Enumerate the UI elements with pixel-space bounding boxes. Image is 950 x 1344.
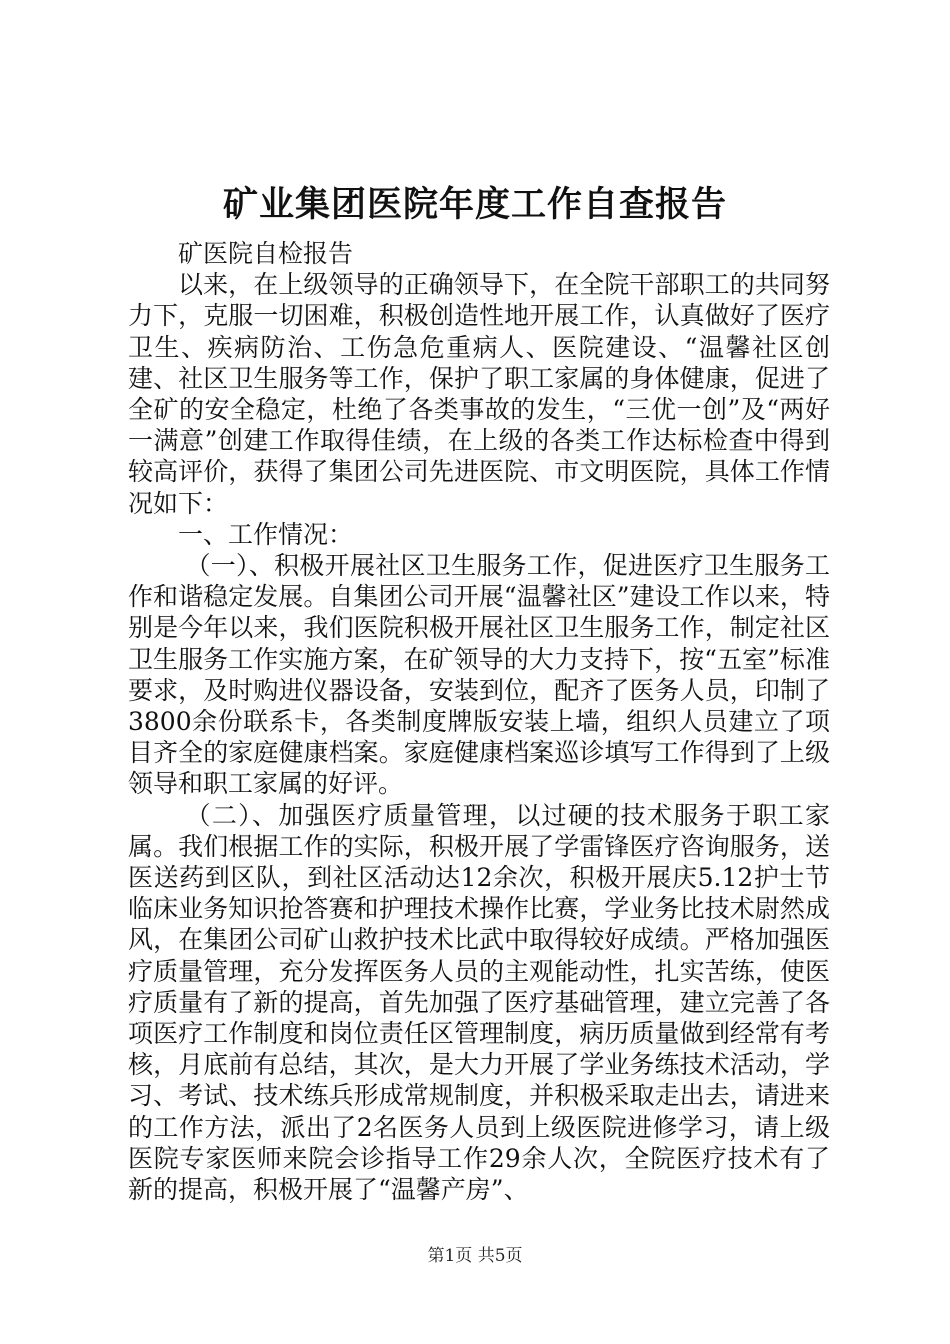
paragraph-medical-quality: （二）、加强医疗质量管理，以过硬的技术服务于职工家属。我们根据工作的实际，积极开展了学雷锋医疗咨询服务，送医送药到区队，到社区活动达12余次，积极开展庆5.12护士节临床业务知识抢答赛和护理技术操作比赛，学业务比技术尉然成风，在集团公司矿山救护技术比武中取得较好成绩。严格加强医疗质量管理，充分发挥医务人员的主观能动性，扎实苦练，使医疗质量有了新的提高，首先加强了医疗基础管理，建立完善了各项医疗工作制度和岗位责任区管理制度，病历质量做到经常有考核，月底前有总结，其次，是大力开展了学业务练技术活动，学习、考试、技术练兵形成常规制度，并积极采取走出去，请进来的工作方法，派出了2名医务人员到上级医院进修学习，请上级医院专家医师来院会诊指导工作29余人次，全院医疗技术有了新的提高，积极开展了“温馨产房”、 [128,800,830,1205]
paragraph-subtitle: 矿医院自检报告 [178,239,354,268]
section-heading-work-status: 一、工作情况： [178,519,354,549]
document-title: 矿业集团医院年度工作自查报告 [222,184,727,225]
page-footer: 第1页 共5页 [427,1246,523,1266]
paragraph-intro: 以来，在上级领导的正确领导下，在全院干部职工的共同努力下，克服一切困难，积极创造性地开展工作，认真做好了医疗卫生、疾病防治、工伤急危重病人、医院建设、“温馨社区创建、社区卫生服务等工作，保护了职工家属的身体健康，促进了全矿的安全稳定，杜绝了各类事故的发生，“三优一创”及“两好一满意”创建工作取得佳绩，在上级的各类工作达标检查中得到较高评价，获得了集团公司先进医院、市文明医院，具体工作情况如下： [128,270,830,518]
paragraph-community-health: （一）、积极开展社区卫生服务工作，促进医疗卫生服务工作和谐稳定发展。自集团公司开展“温馨社区”建设工作以来，特别是今年以来，我们医院积极开展社区卫生服务工作，制定社区卫生服务工作实施方案，在矿领导的大力支持下，按“五室”标准要求，及时购进仪器设备，安装到位，配齐了医务人员，印制了3800余份联系卡，各类制度牌版安装上墙，组织人员建立了项目齐全的家庭健康档案。家庭健康档案巡诊填写工作得到了上级领导和职工家属的好评。 [128,551,830,799]
document-body [128,238,830,1205]
